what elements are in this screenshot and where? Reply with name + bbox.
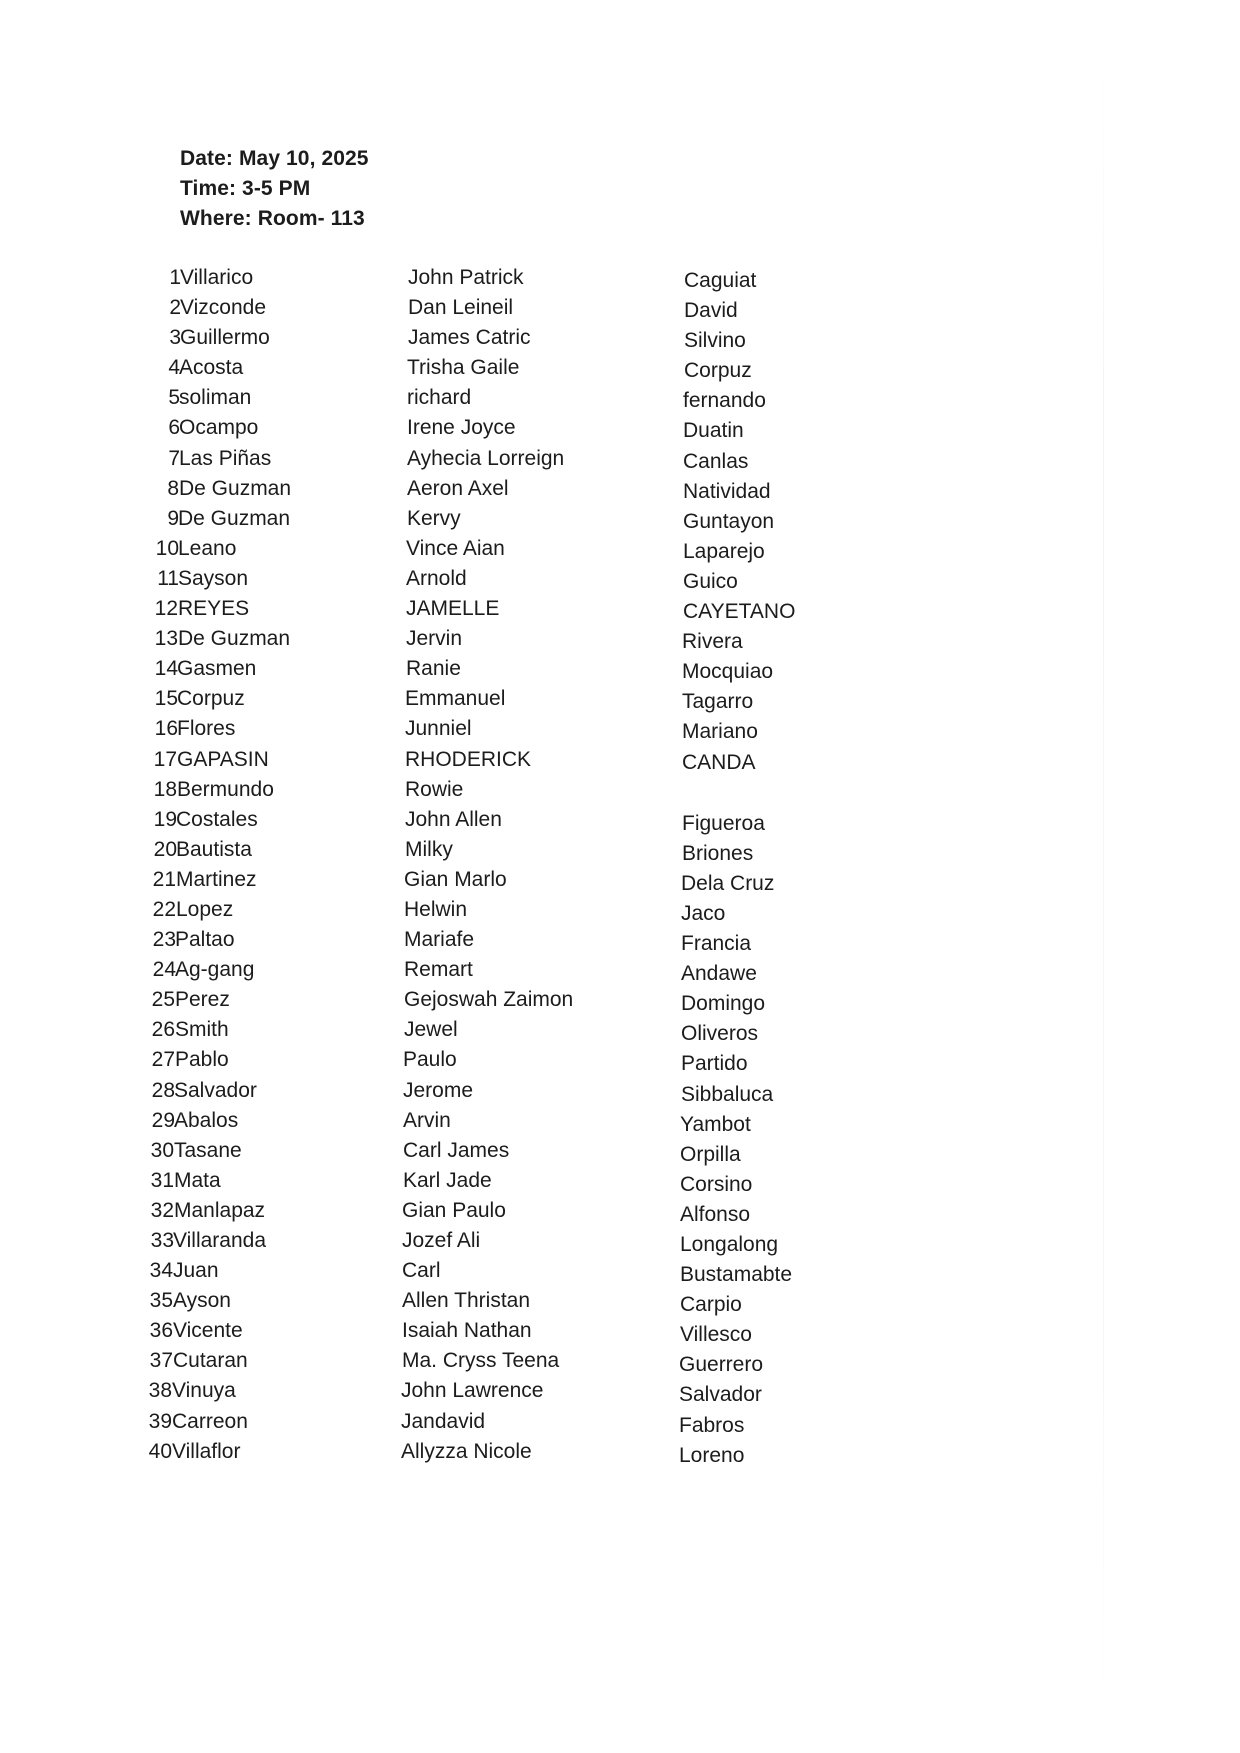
row-number: 8 xyxy=(167,476,179,500)
row-number: 1 xyxy=(169,266,181,289)
list-item xyxy=(0,537,1240,567)
row-number: 6 xyxy=(168,416,180,440)
row-number: 38 xyxy=(148,1379,172,1403)
third-name: CAYETANO xyxy=(683,600,796,624)
third-name: Salvador xyxy=(679,1383,762,1407)
last-name: soliman xyxy=(179,386,252,410)
third-name: Yambot xyxy=(680,1112,751,1136)
last-name: Martinez xyxy=(176,867,257,891)
row-number: 37 xyxy=(149,1349,173,1373)
list-item xyxy=(0,1199,1240,1229)
row-number: 3 xyxy=(169,326,181,350)
list-item xyxy=(0,266,1240,296)
first-name: Irene Joyce xyxy=(407,416,516,440)
last-name: Salvador xyxy=(174,1078,257,1102)
row-number: 26 xyxy=(151,1018,175,1042)
row-number: 17 xyxy=(153,747,177,771)
third-name: Oliveros xyxy=(681,1022,759,1046)
third-name: Mariano xyxy=(682,720,758,744)
list-item xyxy=(0,416,1240,446)
event-details xyxy=(180,144,369,234)
row-number: 33 xyxy=(150,1229,174,1252)
third-name: Natividad xyxy=(683,479,771,503)
list-item xyxy=(0,1018,1240,1048)
first-name: Remart xyxy=(404,958,473,982)
first-name: Paulo xyxy=(403,1048,457,1072)
list-item xyxy=(0,808,1240,838)
first-name: John Allen xyxy=(405,807,502,831)
last-name: Tasane xyxy=(174,1138,242,1162)
third-name: Corpuz xyxy=(684,359,752,383)
row-number: 22 xyxy=(152,897,176,921)
last-name: Juan xyxy=(173,1259,219,1283)
first-name: Arnold xyxy=(406,566,467,590)
third-name: Fabros xyxy=(679,1413,745,1437)
first-name: Vince Aian xyxy=(406,536,505,560)
first-name: Ranie xyxy=(406,657,461,681)
row-number: 2 xyxy=(169,296,181,320)
list-item xyxy=(0,1289,1240,1319)
row-number: 25 xyxy=(151,988,175,1012)
list-item xyxy=(0,928,1240,958)
list-item xyxy=(0,958,1240,988)
third-name: CANDA xyxy=(682,750,756,774)
row-number: 5 xyxy=(168,386,180,410)
third-name: Caguiat xyxy=(684,269,757,292)
list-item xyxy=(0,1440,1240,1470)
third-name: Rivera xyxy=(682,630,743,654)
last-name: Villarico xyxy=(180,266,254,289)
last-name: De Guzman xyxy=(179,476,292,500)
last-name: Gasmen xyxy=(177,657,257,681)
last-name: Bautista xyxy=(176,837,252,861)
row-number: 29 xyxy=(151,1108,175,1132)
list-item xyxy=(0,386,1240,416)
last-name: Ag-gang xyxy=(175,958,255,982)
last-name: Mata xyxy=(174,1168,221,1192)
third-name: Briones xyxy=(682,841,754,865)
third-name: Jaco xyxy=(681,901,726,925)
list-item xyxy=(0,988,1240,1018)
first-name: Emmanuel xyxy=(405,687,506,711)
last-name: De Guzman xyxy=(178,627,291,651)
list-item xyxy=(0,296,1240,326)
last-name: Leano xyxy=(178,536,237,560)
first-name: Junniel xyxy=(405,717,472,741)
first-name: Carl xyxy=(402,1259,441,1283)
third-name: Tagarro xyxy=(682,690,754,714)
row-number: 10 xyxy=(155,536,179,560)
third-name: Villesco xyxy=(680,1323,752,1347)
row-number: 18 xyxy=(153,777,177,801)
row-number: 19 xyxy=(153,807,177,831)
list-item xyxy=(0,477,1240,507)
third-name: Loreno xyxy=(679,1443,745,1467)
row-number: 32 xyxy=(150,1198,174,1222)
last-name: Corpuz xyxy=(177,687,245,711)
third-name: David xyxy=(684,299,738,323)
row-number: 28 xyxy=(151,1078,175,1102)
third-name: Sibbaluca xyxy=(681,1082,774,1106)
row-number: 35 xyxy=(149,1289,173,1313)
row-number: 7 xyxy=(168,446,180,470)
list-item xyxy=(0,1079,1240,1109)
third-name: Longalong xyxy=(680,1233,779,1256)
first-name: Jandavid xyxy=(401,1409,486,1433)
list-item xyxy=(0,1349,1240,1379)
row-number: 20 xyxy=(153,837,177,861)
last-name: Paltao xyxy=(175,928,235,952)
last-name: Smith xyxy=(175,1018,229,1042)
list-item xyxy=(0,748,1240,778)
first-name: John Lawrence xyxy=(401,1379,544,1403)
attendee-list xyxy=(0,266,1240,1470)
row-number: 16 xyxy=(154,717,178,741)
first-name: Jozef Ali xyxy=(402,1229,481,1252)
last-name: GAPASIN xyxy=(177,747,269,771)
last-name: Lopez xyxy=(176,897,234,921)
third-name: Silvino xyxy=(684,329,746,353)
row-number: 21 xyxy=(152,867,176,891)
row-number: 4 xyxy=(168,356,180,380)
list-item xyxy=(0,1319,1240,1349)
third-name: Duatin xyxy=(683,419,744,443)
first-name: Gian Paulo xyxy=(402,1198,506,1222)
last-name: Vizconde xyxy=(180,296,267,320)
third-name: Dela Cruz xyxy=(681,871,775,895)
last-name: Costales xyxy=(176,807,258,831)
list-item xyxy=(0,868,1240,898)
event-time: Time: 3-5 PM xyxy=(180,177,311,200)
list-item xyxy=(0,1169,1240,1199)
third-name: Bustamabte xyxy=(680,1263,793,1287)
last-name: Abalos xyxy=(174,1108,239,1132)
list-item xyxy=(0,1109,1240,1139)
list-item xyxy=(0,447,1240,477)
row-number: 36 xyxy=(149,1319,173,1343)
third-name: Alfonso xyxy=(680,1202,751,1226)
row-number: 31 xyxy=(150,1168,174,1192)
third-name: Laparejo xyxy=(683,539,765,563)
last-name: Perez xyxy=(175,988,230,1012)
last-name: Sayson xyxy=(178,566,249,590)
first-name: Gian Marlo xyxy=(404,867,507,891)
list-item xyxy=(0,898,1240,928)
row-number: 14 xyxy=(154,657,178,681)
last-name: REYES xyxy=(178,597,250,621)
last-name: Carreon xyxy=(172,1409,248,1433)
row-number: 15 xyxy=(154,687,178,711)
last-name: Vinuya xyxy=(172,1379,236,1403)
first-name: richard xyxy=(407,386,472,410)
list-item xyxy=(0,356,1240,386)
first-name: James Catric xyxy=(408,326,531,350)
first-name: Ayhecia Lorreign xyxy=(407,446,565,470)
last-name: Ayson xyxy=(173,1289,231,1313)
third-name: Mocquiao xyxy=(682,660,774,684)
list-item xyxy=(0,1048,1240,1078)
first-name: Carl James xyxy=(403,1138,510,1162)
first-name: Jewel xyxy=(404,1018,458,1042)
third-name: Francia xyxy=(681,932,752,956)
first-name: John Patrick xyxy=(408,266,524,289)
row-number: 11 xyxy=(157,566,179,590)
last-name: Ocampo xyxy=(179,416,259,440)
row-number: 12 xyxy=(154,597,178,621)
first-name: RHODERICK xyxy=(405,747,532,771)
first-name: Helwin xyxy=(404,897,468,921)
row-number: 27 xyxy=(151,1048,175,1072)
third-name: Andawe xyxy=(681,962,757,986)
row-number: 39 xyxy=(148,1409,172,1433)
event-date: Date: May 10, 2025 xyxy=(180,147,369,170)
list-item xyxy=(0,326,1240,356)
first-name: Dan Leineil xyxy=(408,296,514,320)
third-name: Corsino xyxy=(680,1172,753,1196)
list-item xyxy=(0,597,1240,627)
last-name: Vicente xyxy=(173,1319,243,1343)
row-number: 30 xyxy=(150,1138,174,1162)
first-name: Mariafe xyxy=(404,928,475,952)
row-number: 13 xyxy=(154,627,178,651)
third-name: Orpilla xyxy=(680,1142,741,1166)
row-number: 40 xyxy=(148,1439,172,1463)
list-item xyxy=(0,507,1240,537)
last-name: Manlapaz xyxy=(174,1198,266,1222)
third-name: Canlas xyxy=(683,449,749,473)
list-item xyxy=(0,1229,1240,1259)
last-name: Bermundo xyxy=(177,777,274,801)
row-number: 34 xyxy=(149,1259,173,1283)
first-name: Ma. Cryss Teena xyxy=(402,1349,560,1373)
last-name: Villaranda xyxy=(173,1229,267,1252)
list-item xyxy=(0,657,1240,687)
last-name: Villaflor xyxy=(172,1439,241,1463)
last-name: Las Piñas xyxy=(179,446,272,470)
event-location: Where: Room- 113 xyxy=(180,207,365,230)
first-name: Karl Jade xyxy=(403,1168,492,1192)
third-name: Carpio xyxy=(680,1293,742,1317)
first-name: Milky xyxy=(405,837,453,861)
third-name: Guico xyxy=(683,569,738,593)
last-name: Acosta xyxy=(179,356,244,380)
list-item xyxy=(0,1259,1240,1289)
list-item xyxy=(0,567,1240,597)
first-name: Allyzza Nicole xyxy=(401,1439,532,1463)
third-name: Domingo xyxy=(681,992,766,1016)
list-item xyxy=(0,1410,1240,1440)
first-name: Isaiah Nathan xyxy=(402,1319,532,1343)
row-number: 23 xyxy=(152,928,176,952)
list-item xyxy=(0,717,1240,747)
first-name: Trisha Gaile xyxy=(407,356,520,380)
first-name: Allen Thristan xyxy=(402,1289,531,1313)
list-item xyxy=(0,778,1240,808)
list-item xyxy=(0,627,1240,657)
list-item xyxy=(0,838,1240,868)
third-name: Partido xyxy=(681,1052,748,1076)
row-number: 24 xyxy=(152,958,176,982)
last-name: De Guzman xyxy=(178,506,291,530)
list-item xyxy=(0,1139,1240,1169)
last-name: Flores xyxy=(177,717,236,741)
third-name: fernando xyxy=(683,389,766,413)
last-name: Pablo xyxy=(175,1048,229,1072)
third-name: Guerrero xyxy=(679,1353,764,1377)
first-name: Jerome xyxy=(403,1078,474,1102)
third-name: Figueroa xyxy=(682,811,765,835)
third-name: Guntayon xyxy=(683,509,775,533)
first-name: JAMELLE xyxy=(406,597,500,621)
list-item xyxy=(0,1379,1240,1409)
last-name: Cutaran xyxy=(173,1349,248,1373)
last-name: Guillermo xyxy=(180,326,270,350)
first-name: Arvin xyxy=(403,1108,451,1132)
first-name: Gejoswah Zaimon xyxy=(404,988,574,1012)
first-name: Aeron Axel xyxy=(407,476,509,500)
first-name: Kervy xyxy=(407,506,461,530)
row-number: 9 xyxy=(167,506,179,530)
list-item xyxy=(0,687,1240,717)
first-name: Jervin xyxy=(406,627,463,651)
first-name: Rowie xyxy=(405,777,464,801)
